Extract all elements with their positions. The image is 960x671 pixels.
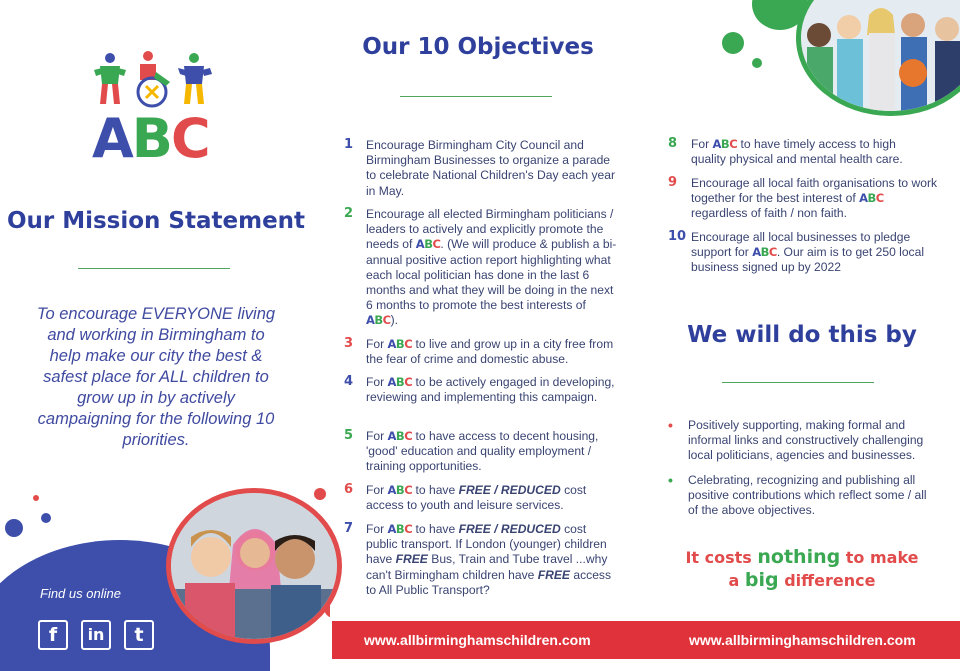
logo-letter-b: B [131, 107, 171, 170]
abc-inline-logo: ABC [859, 191, 884, 206]
children-photo [166, 488, 342, 644]
objective-text: access to All Public Transport? [366, 567, 612, 597]
objective-emphasis: FREE [537, 567, 570, 582]
objective-number: 6 [344, 482, 354, 497]
objective-emphasis: FREE / REDUCED [458, 483, 561, 497]
abc-inline-logo: ABC [387, 429, 413, 443]
abc-inline-logo: ABC [712, 137, 738, 151]
objective-number: 10 [668, 229, 687, 244]
objective-text: For [691, 137, 710, 151]
objective-item [366, 522, 620, 598]
kids-figures-logo [90, 50, 220, 110]
objective-text: cost public transport. If London (younger) children have [366, 522, 607, 567]
objective-text: Bus, Train and Tube travel ...why can't Birmingham children have [366, 552, 608, 582]
twitter-icon[interactable] [124, 620, 154, 650]
objective-item [366, 429, 618, 475]
objective-text: Encourage Birmingham City Council and Birmingham Businesses to organize a parade to celebrate National Children's Day each year in May. [366, 138, 616, 198]
objective-text: to live and grow up in a city free from the fear of crime and domestic abuse. [366, 337, 614, 367]
objective-number: 1 [344, 137, 354, 152]
will-do-title: We will do this by [687, 322, 917, 348]
objective-number: 2 [344, 206, 354, 221]
objective-number: 7 [344, 521, 354, 536]
bullet-marker: • [668, 417, 673, 433]
linkedin-icon[interactable] [81, 620, 111, 650]
abc-logo [92, 107, 209, 170]
slogan-emphasis: nothing [757, 546, 841, 568]
bullet-item: Positively supporting, making formal and informal links and constructively challenging local politicians, agencies and businesses. [688, 418, 924, 463]
objective-number: 5 [344, 428, 354, 443]
facebook-icon[interactable] [38, 620, 68, 650]
objective-item [366, 337, 616, 367]
slogan-text: to make [845, 548, 919, 567]
objective-item [366, 138, 618, 199]
objective-text: For [366, 375, 385, 389]
objective-text: For [366, 483, 385, 497]
divider [722, 382, 874, 383]
objective-item [691, 137, 931, 167]
mission-title: Our Mission Statement [6, 208, 306, 234]
slogan-text: a [728, 571, 740, 590]
objective-text: ). [390, 313, 399, 328]
linkedin-glyph: in [87, 625, 105, 644]
objective-text: For [366, 429, 385, 443]
slogan [668, 546, 936, 592]
logo-letter-c: C [170, 107, 209, 170]
objective-text: Encourage all elected Birmingham politicians / leaders to actively and explicitly promote the needs of [366, 207, 614, 252]
objective-item [691, 176, 939, 222]
bullet-item: Celebrating, recognizing and publishing all positive contributions which reflect some / all of the above objectives. [688, 473, 927, 518]
objective-text: cost access to youth and leisure services. [366, 483, 587, 513]
objective-text: . (We will produce & publish a bi-annual positive action report highlighting what each local politician has done in the last 6 months and what they will be doing in the next 6 months to promote the best interests of [366, 237, 617, 313]
objective-text: For [366, 337, 385, 351]
objective-number: 9 [668, 175, 678, 190]
objective-text: For [366, 522, 385, 536]
slogan-emphasis: big [744, 569, 779, 591]
abc-inline-logo: ABC [415, 237, 441, 252]
objective-text: Encourage all local faith organisations to work together for the best interest of [691, 176, 938, 206]
objective-text: to have access to decent housing, 'good' education and quality employment / training opportunities. [366, 429, 599, 474]
slogan-text: difference [784, 571, 876, 590]
objective-text: to be actively engaged in developing, reviewing and implementing this campaign. [366, 375, 615, 405]
objective-text: Encourage all local businesses to pledge support for [691, 230, 911, 260]
abc-inline-logo: ABC [387, 337, 413, 351]
decorative-circle [752, 58, 762, 68]
abc-inline-logo: ABC [752, 245, 777, 260]
abc-inline-logo: ABC [387, 375, 413, 389]
objective-text: to have [415, 522, 456, 536]
children-group-photo [796, 0, 960, 116]
abc-inline-logo: ABC [366, 313, 391, 328]
objective-text: regardless of faith / non faith. [691, 206, 847, 221]
mission-text: To encourage EVERYONE living and working in Birmingham to help make our city the best & safest place for ALL children to grow up in by actively campaigning for the following 10 priorities. [36, 305, 276, 449]
logo-letter-a: A [92, 107, 132, 170]
decorative-circle [722, 32, 744, 54]
objective-item [366, 207, 620, 329]
objective-number: 8 [668, 136, 678, 151]
website-link[interactable]: www.allbirminghamschildren.com [689, 632, 916, 648]
objective-emphasis: FREE [395, 552, 428, 567]
abc-inline-logo: ABC [387, 522, 413, 536]
objective-item [366, 375, 620, 405]
find-us-label: Find us online [40, 586, 121, 601]
divider [78, 268, 230, 269]
facebook-glyph: f [48, 624, 58, 646]
objective-item [691, 230, 943, 276]
slogan-text: It costs [685, 548, 752, 567]
objective-number: 3 [344, 336, 354, 351]
bullet-marker: • [668, 472, 673, 488]
objective-number: 4 [344, 374, 354, 389]
objective-text: . Our aim is to get 250 local business signed up by 2022 [691, 245, 925, 275]
website-link[interactable]: www.allbirminghamschildren.com [364, 632, 591, 648]
objective-text: to have [415, 483, 456, 497]
objective-text: to have timely access to high quality physical and mental health care. [691, 137, 903, 167]
objectives-title: Our 10 Objectives [362, 34, 594, 60]
objective-item [366, 483, 606, 513]
divider [400, 96, 552, 97]
abc-inline-logo: ABC [387, 483, 413, 497]
objective-emphasis: FREE / REDUCED [458, 522, 561, 536]
twitter-glyph: t [134, 624, 144, 646]
